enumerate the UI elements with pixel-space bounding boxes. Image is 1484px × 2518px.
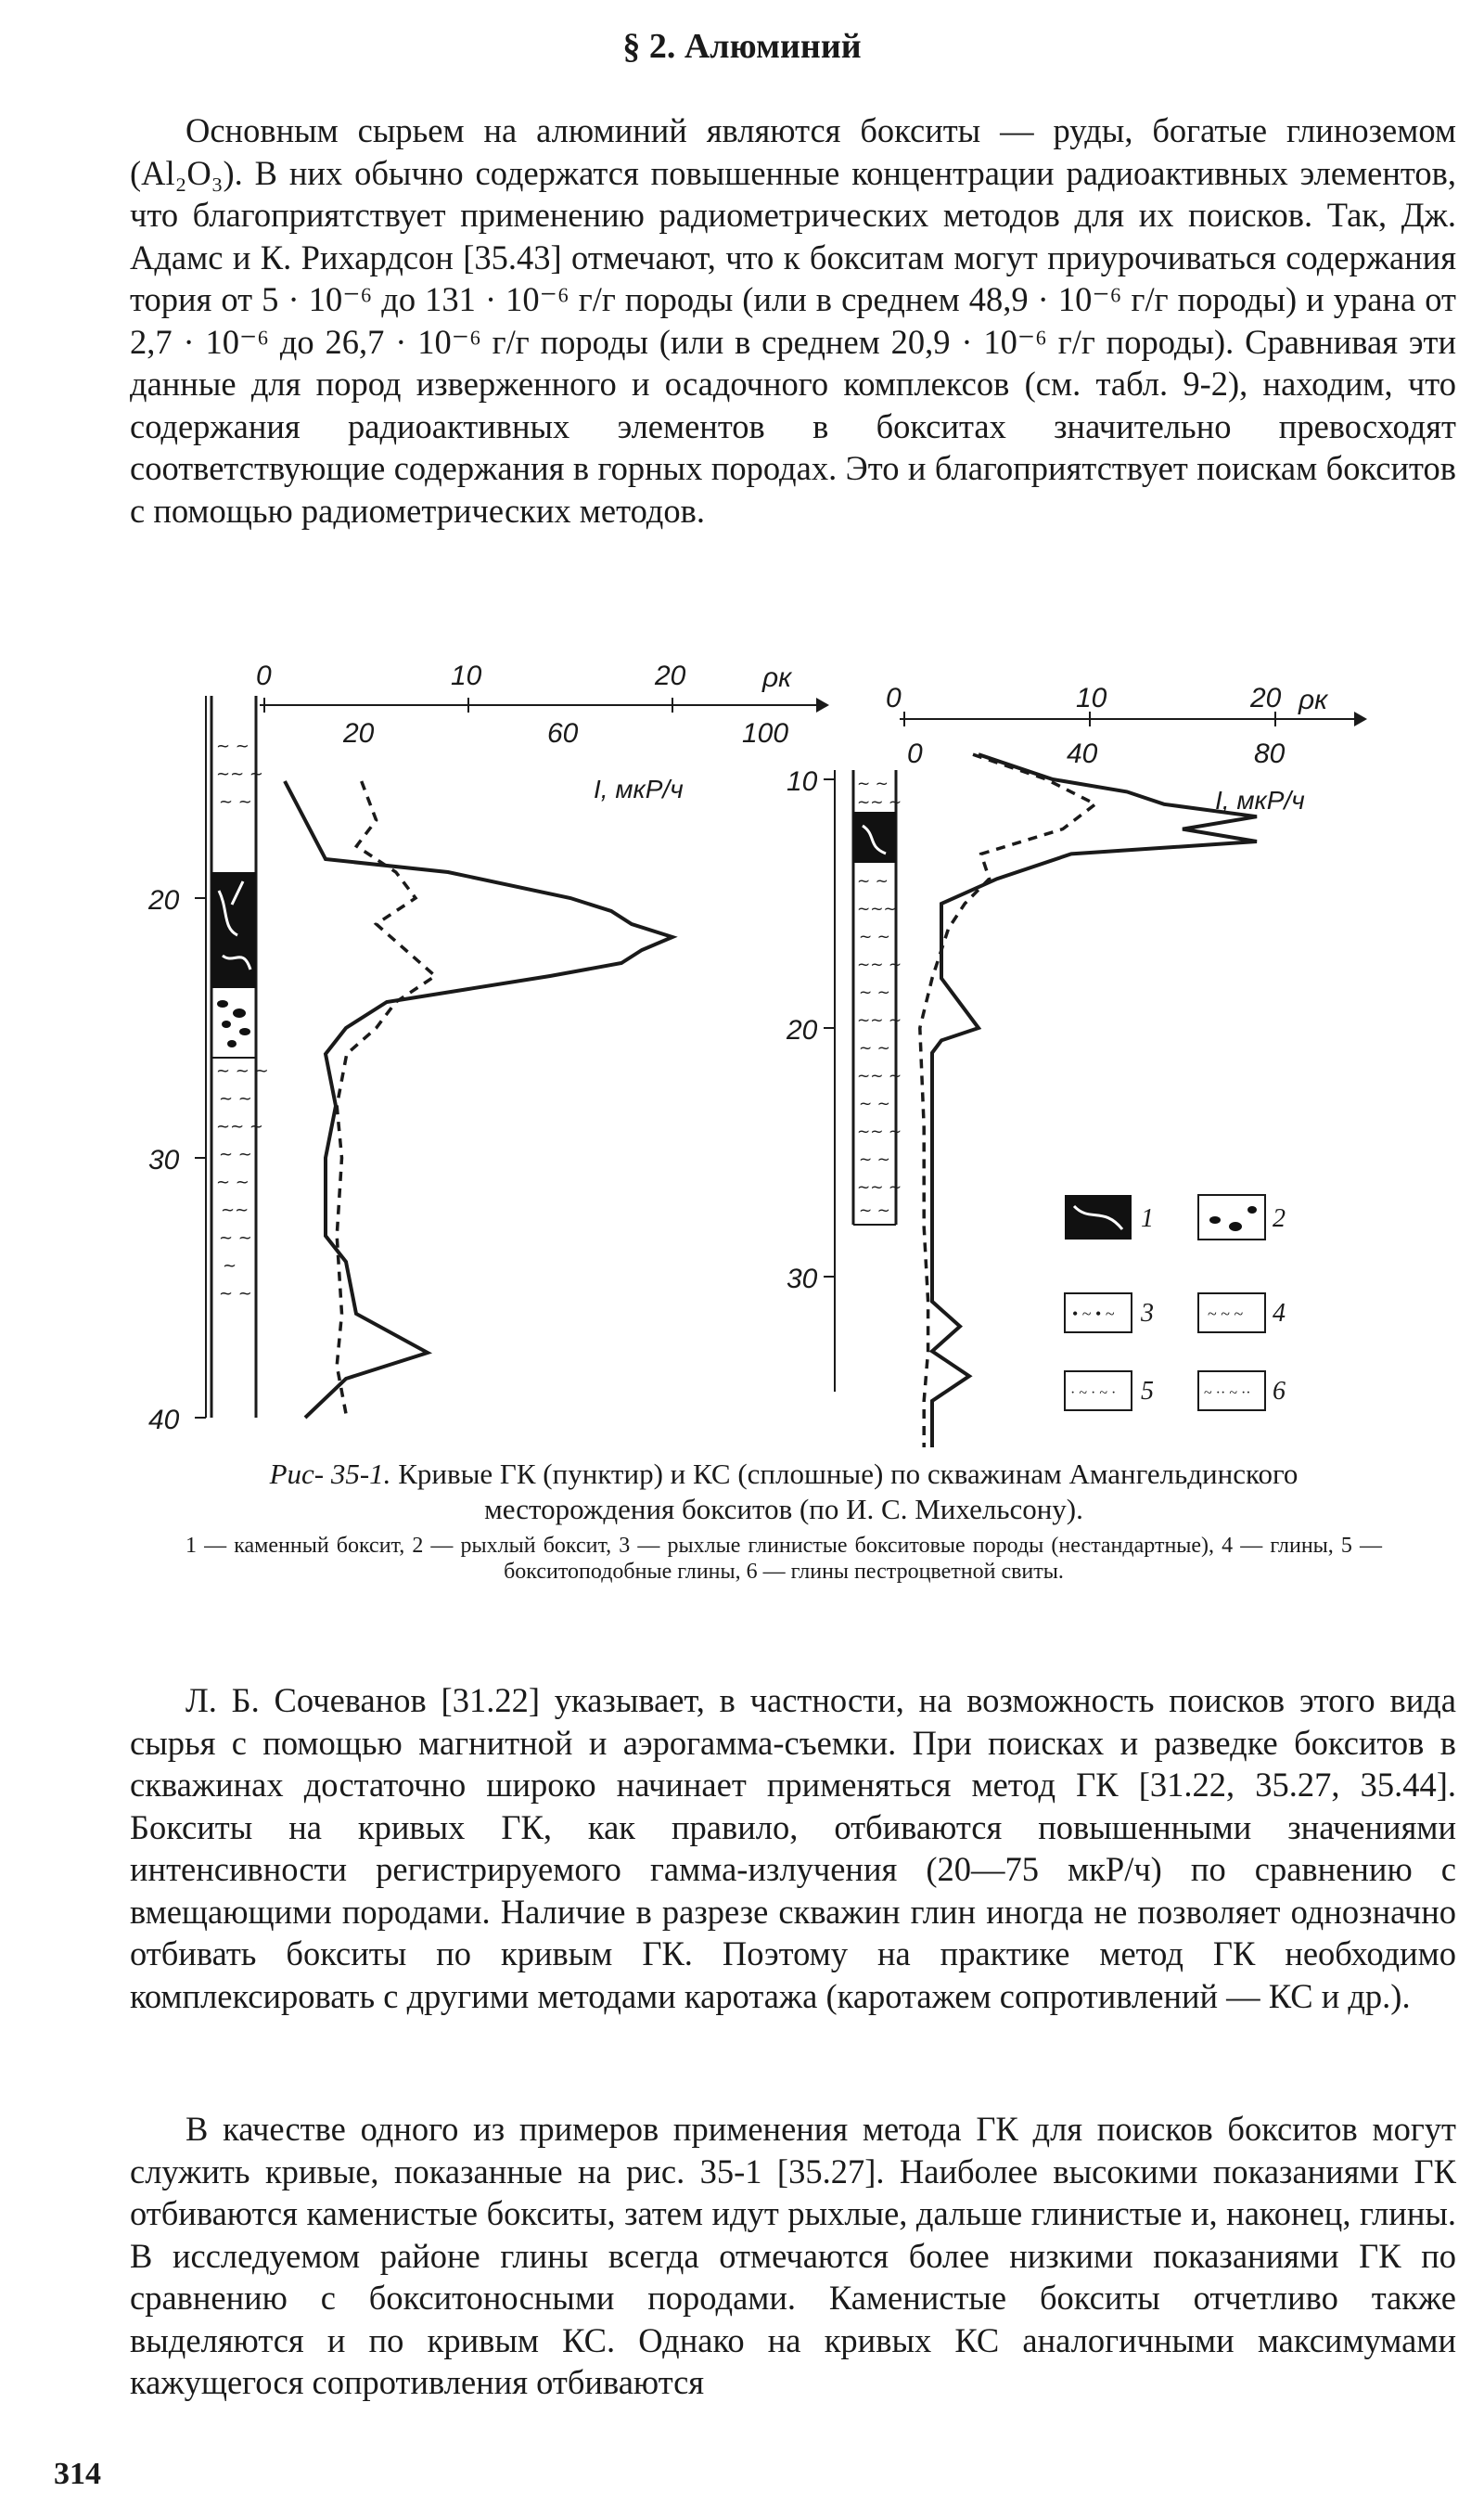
left-rk-label: ρк (762, 662, 792, 693)
section-title: § 2. Алюминий (622, 27, 862, 66)
left-kc-curve (285, 781, 672, 1418)
svg-text:~ ~: ~ ~ (859, 1039, 890, 1058)
svg-text:~ ~: ~ ~ (219, 792, 252, 812)
legend-num-5: 5 (1141, 1377, 1154, 1406)
svg-text:• ~ • ~: • ~ • ~ (1072, 1304, 1115, 1323)
svg-text:~ ~: ~ ~ (859, 1095, 890, 1113)
paragraph-1: Основным сырьем на алюминий являются бокситы — руды, богатые глиноземом (Al₂O₃). В них обычно содержатся повышенные концентрации радиоактивных элементов, что благоприятствует применению радиометрических методов для их поисков. Так, Дж. Адамс и К. Рихардсон [35.43] отмечают, что к бокситам могут приурочиваться содержания тория от 5 · 10⁻⁶ до 131 · 10⁻⁶ г/г породы (или в среднем 48,9 · 10⁻⁶ г/г породы) и урана от 2,7 · 10⁻⁶ до 26,7 · 10⁻⁶ г/г породы (или в среднем 20,9 · 10⁻⁶ г/г породы). Сравнивая эти данные для пород изверженного и осадочного комплексов (см. табл. 9-2), находим, что содержания радиоактивных элементов в бокситах значительно превосходят соответствующие содержания в горных породах. Это и благоприятствует поискам бокситов с помощью радиометрических методов. (130, 111, 1456, 530)
right-rk-tick-10: 10 (1076, 683, 1107, 713)
svg-text:~ ~: ~ ~ (859, 928, 890, 946)
svg-text:~ ~: ~ ~ (216, 1173, 249, 1192)
caption-label: Рис- 35-1. (269, 1458, 391, 1490)
caption-legend: 1 — каменный боксит, 2 — рыхлый боксит, 3 — рыхлые глинистые бокситовые породы (нестандартные), 4 — глины, 5 — бокситоподобные глины, 6 — глины пестроцветной свиты. (186, 1534, 1382, 1584)
right-i-tick-40: 40 (1067, 739, 1098, 769)
right-i-tick-0: 0 (907, 739, 923, 769)
left-depth-tick-20: 20 (148, 885, 180, 916)
paragraph-3: В качестве одного из примеров применения метода ГК для поисков бокситов могут служить кривые, показанные на рис. 35-1 [35.27]. Наиболее высокими показаниями ГК отбиваются каменистые бокситы, затем идут рыхлые, дальше глинистые и, наконец, глины. В исследуемом районе глины всегда отмечаются более низкими показаниями ГК по сравнению с бокситоносными породами. Каменистые бокситы отчетливо также выделяются и по кривым КС. Однако на кривых КС аналогичными максимумами кажущегося сопротивления отбиваются (130, 2110, 1456, 2401)
legend-num-2: 2 (1273, 1204, 1286, 1233)
left-depth-tick-40: 40 (148, 1405, 180, 1435)
left-lith-clays (216, 737, 269, 1304)
svg-text:~ ~: ~ ~ (859, 1201, 890, 1220)
svg-text:~ ~: ~ ~ (219, 1089, 252, 1109)
right-gk-curve (920, 754, 1095, 1447)
left-depth-tick-30: 30 (148, 1145, 180, 1175)
svg-text:~ ~: ~ ~ (219, 1145, 252, 1164)
legend (1065, 1195, 1286, 1410)
svg-text:~ ~ ~: ~ ~ ~ (216, 1061, 269, 1081)
left-rk-tick-0: 0 (256, 661, 272, 691)
legend-num-4: 4 (1273, 1299, 1286, 1328)
caption-text: Кривые ГК (пунктир) и КС (сплошные) по скважинам Амангельдинского месторождения бокситов (по И. С. Михельсону). (398, 1458, 1298, 1525)
right-rk-tick-0: 0 (886, 683, 902, 713)
page-number: 314 (54, 2457, 101, 2491)
svg-text:~ ~: ~ ~ (857, 775, 889, 793)
left-lith-loose-bauxite (217, 1000, 250, 1047)
svg-text:~ ~: ~ ~ (857, 872, 889, 891)
right-kc-curve (932, 754, 1257, 1447)
svg-text:~ ~: ~ ~ (859, 983, 890, 1002)
svg-text:~~ ~: ~~ ~ (857, 793, 902, 812)
left-rk-tick-10: 10 (451, 661, 482, 691)
right-lith-stone-bauxite (853, 812, 896, 863)
svg-text:~ ·· ~ ··: ~ ·· ~ ·· (1204, 1385, 1251, 1401)
svg-text:~ ~: ~ ~ (219, 1284, 252, 1304)
paragraph-2: Л. Б. Сочеванов [31.22] указывает, в частности, на возможность поисков этого вида сырья с помощью магнитной и аэрогамма-съемки. При поисках и разведке бокситов в скважинах достаточно широко начинает применяться метод ГК [31.22, 35.27, 35.44]. Бокситы на кривых ГК, как правило, отбиваются повышенными значениями интенсивности регистрируемого гамма-излучения (20—75 мкР/ч) по сравнению с вмещающими породами. Наличие в разрезе скважин глин иногда не позволяет однозначно отбивать бокситы по кривым ГК. Поэтому на практике метод ГК необходимо комплексировать с другими методами каротажа (каротажем сопротивлений — КС и др.). (130, 1681, 1456, 2015)
legend-swatch-2 (1198, 1195, 1265, 1240)
right-rk-label: ρк (1298, 685, 1328, 715)
svg-text:~ ~ ~: ~ ~ ~ (1208, 1304, 1244, 1323)
right-i-label: I, мкР/ч (1215, 786, 1305, 815)
right-depth-tick-20: 20 (787, 1015, 818, 1046)
left-rk-tick-20: 20 (655, 661, 686, 691)
svg-text:~~: ~~ (221, 1201, 249, 1220)
svg-text:~ ~: ~ ~ (859, 1150, 890, 1169)
right-depth-tick-30: 30 (787, 1264, 818, 1294)
svg-text:~~ ~: ~~ ~ (857, 1067, 902, 1086)
right-i-tick-80: 80 (1254, 739, 1286, 769)
left-lith-stone-bauxite (211, 872, 256, 988)
figure-caption (186, 1457, 1382, 1585)
svg-text:~: ~ (223, 1256, 237, 1276)
svg-text:~~ ~: ~~ ~ (857, 1011, 902, 1030)
svg-text:~~ ~: ~~ ~ (857, 1178, 902, 1197)
svg-text:· ~ · ~ ·: · ~ · ~ · (1070, 1385, 1117, 1401)
right-rk-tick-20: 20 (1250, 683, 1282, 713)
legend-num-6: 6 (1273, 1377, 1286, 1406)
svg-text:~~~: ~~~ (857, 900, 897, 919)
legend-num-1: 1 (1141, 1204, 1154, 1233)
svg-text:~ ~: ~ ~ (219, 1228, 252, 1248)
legend-swatch-1 (1065, 1195, 1132, 1240)
left-i-label: I, мкР/ч (594, 775, 684, 803)
svg-text:~~ ~: ~~ ~ (857, 1123, 902, 1141)
left-gk-curve (337, 781, 435, 1418)
right-depth-tick-10: 10 (787, 766, 818, 797)
svg-text:~~ ~: ~~ ~ (857, 956, 902, 974)
svg-text:~~ ~: ~~ ~ (216, 1117, 263, 1137)
left-i-tick-20: 20 (343, 718, 375, 749)
left-i-tick-60: 60 (547, 718, 579, 749)
legend-num-3: 3 (1141, 1299, 1154, 1328)
left-i-tick-100: 100 (742, 718, 789, 749)
svg-text:~ ~: ~ ~ (216, 737, 249, 756)
svg-text:~~ ~: ~~ ~ (216, 764, 263, 784)
